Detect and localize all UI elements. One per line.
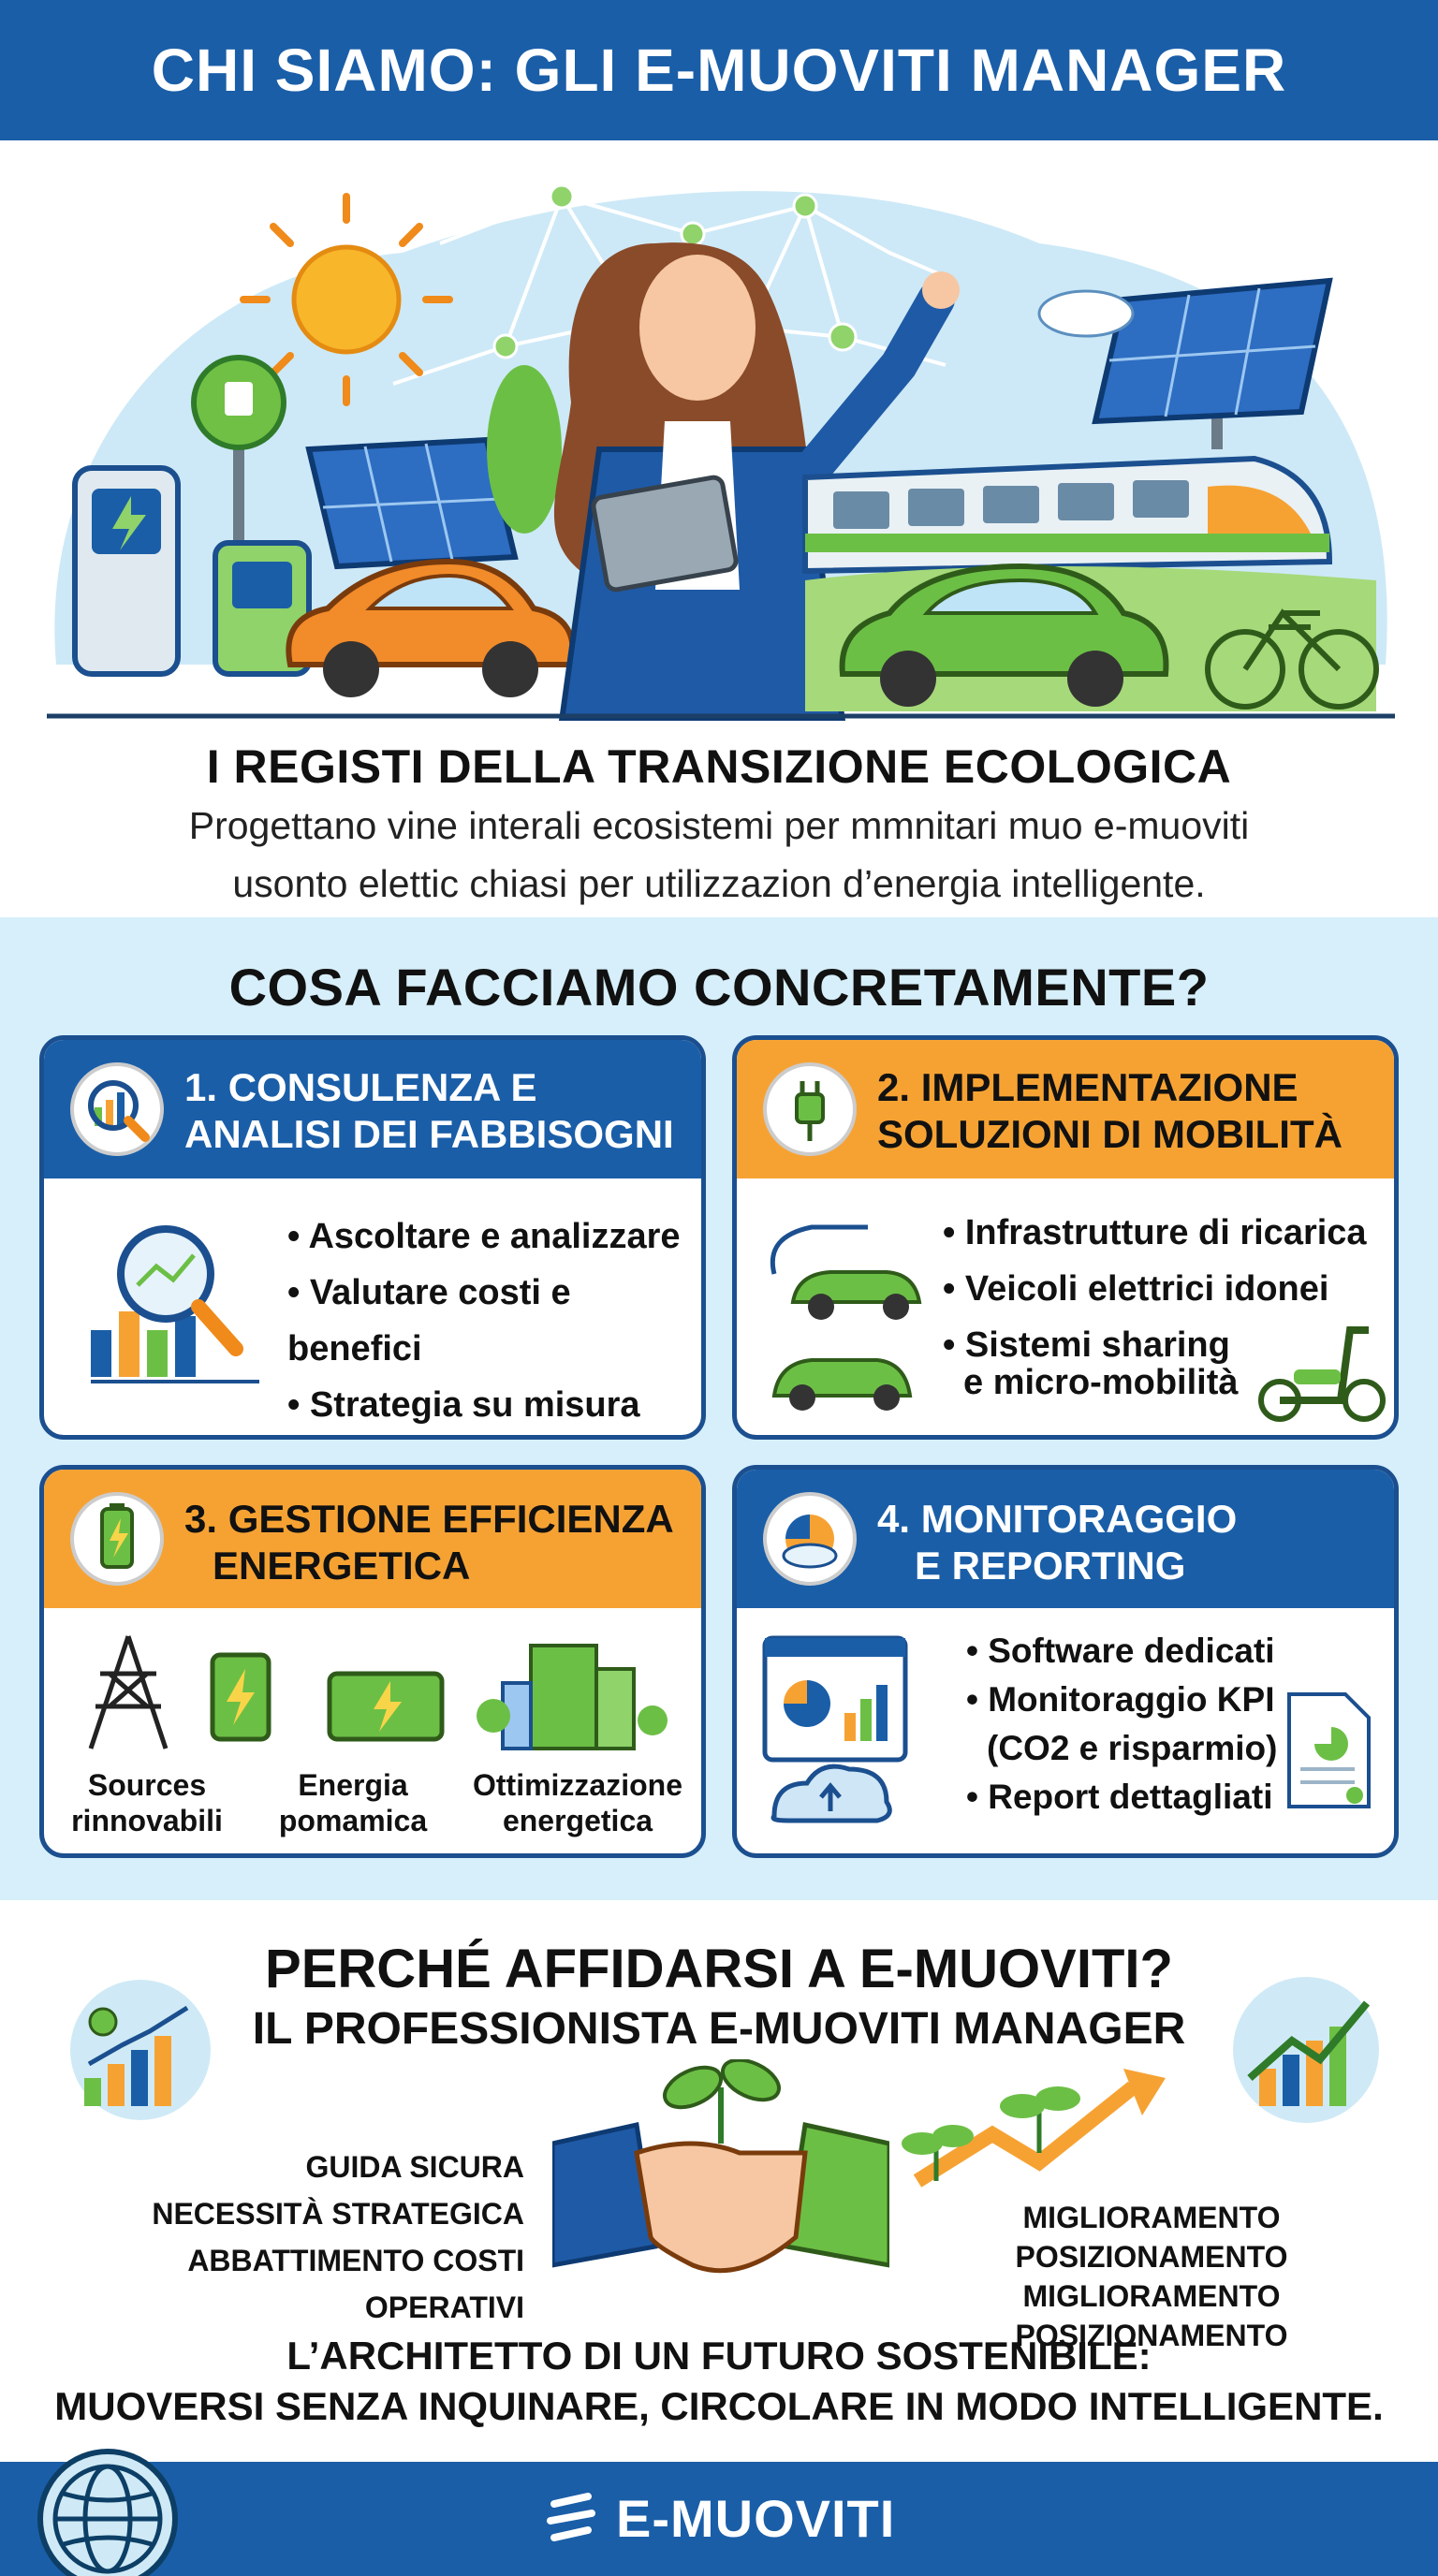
- benefit-item: NECESSITÀ STRATEGICA: [152, 2197, 524, 2231]
- card-list: [943, 1205, 1367, 1411]
- label-line: Ottimizzazione: [472, 1768, 682, 1802]
- list-item: • Monitoraggio KPI: [966, 1676, 1277, 1724]
- why-subtitle: IL PROFESSIONISTA E-MUOVITI MANAGER: [252, 2004, 1186, 2054]
- label-sources: [63, 1767, 231, 1838]
- benefit-item: GUIDA SICURA: [305, 2150, 524, 2184]
- report-document-icon: [1280, 1685, 1383, 1816]
- intro-line-1: Progettano vine interali ecosistemi per mmnitari muo e-muoviti: [188, 804, 1250, 847]
- cloud-chart-icon: [763, 1492, 857, 1586]
- card-header: [44, 1040, 701, 1178]
- magnifier-chart-icon: [70, 1062, 164, 1156]
- card-title-line-2: ANALISI DEI FABBISOGNI: [184, 1112, 674, 1156]
- list-item: • Strategia su misura: [287, 1377, 701, 1433]
- growth-chart-icon: [1226, 1975, 1386, 2125]
- list-item: • Ascoltare e analizzare: [287, 1208, 701, 1265]
- tagline: [0, 2331, 1438, 2432]
- power-tower-icon: [91, 1636, 166, 1749]
- card-list: [287, 1208, 701, 1433]
- hero-illustration: [0, 140, 1438, 721]
- globe-icon: [37, 2449, 178, 2576]
- card-efficienza: [39, 1465, 706, 1858]
- benefit-item: ABBATTIMENTO COSTI OPERATIVI: [187, 2244, 524, 2324]
- list-item: • Report dettagliati: [966, 1773, 1277, 1822]
- label-line: pomamica: [278, 1804, 428, 1837]
- solar-panel-icon: [309, 440, 515, 566]
- intro-line-2: usonto elettic chiasi per utilizzazion d’energia intelligente.: [232, 862, 1206, 905]
- intro-title: I REGISTI DELLA TRANSIZIONE ECOLOGICA: [206, 740, 1232, 793]
- card-title-line-2: E REPORTING: [915, 1544, 1186, 1588]
- tagline-line-2: MUOVERSI SENZA INQUINARE, CIRCOLARE IN MODO INTELLIGENTE.: [54, 2384, 1384, 2428]
- label-energia: [269, 1767, 437, 1838]
- label-ottimizzazione: [456, 1767, 699, 1838]
- why-title: PERCHÉ AFFIDARSI A E-MUOVITI?: [265, 1939, 1173, 1999]
- card-header: [737, 1470, 1394, 1608]
- benefits-left: [37, 2144, 524, 2331]
- benefit-item: MIGLIORAMENTO POSIZIONAMENTO: [1015, 2279, 1288, 2352]
- page-header: [0, 0, 1438, 140]
- card-title-line-1: 3. GESTIONE EFFICIENZA: [184, 1497, 674, 1541]
- energy-icons: [72, 1627, 690, 1758]
- list-item-continuation: [943, 1354, 1367, 1411]
- card-title-line-1: 2. IMPLEMENTAZIONE: [877, 1065, 1299, 1109]
- list-item: • Sistemi sharing: [943, 1317, 1367, 1373]
- card-header: [737, 1040, 1394, 1178]
- handshake-sprouts-icon: [552, 2059, 889, 2303]
- services-title: COSA FACCIAMO CONCRETAMENTE?: [228, 958, 1210, 1017]
- list-item: • Software dedicati: [966, 1627, 1277, 1676]
- plug-icon: [763, 1062, 857, 1156]
- label-line: Energia: [298, 1768, 408, 1802]
- list-item-text: (CO2 e risparmio): [987, 1729, 1278, 1767]
- brand-mark-icon: [543, 2491, 599, 2547]
- card-implementazione: [732, 1035, 1399, 1440]
- card-title-line-1: 1. CONSULENZA E: [184, 1065, 537, 1109]
- green-buildings-icon: [477, 1646, 668, 1749]
- footer: [0, 2462, 1438, 2576]
- brand-logo: [543, 2488, 895, 2549]
- page-title: CHI SIAMO: GLI E-MUOVITI MANAGER: [151, 37, 1287, 104]
- benefit-item: MIGLIORAMENTO POSIZIONAMENTO: [1015, 2201, 1288, 2274]
- battery-icon: [70, 1492, 164, 1586]
- card-header: [44, 1470, 701, 1608]
- card-monitoraggio: [732, 1465, 1399, 1858]
- card-title-line-2: ENERGETICA: [213, 1544, 471, 1588]
- card-list: [966, 1627, 1277, 1822]
- services-section: [0, 917, 1438, 1900]
- dashboard-cloud-icon: [756, 1629, 924, 1835]
- list-item: • Valutare costi e benefici: [287, 1265, 701, 1377]
- card-consulenza: [39, 1035, 706, 1440]
- list-item-continuation: [966, 1724, 1277, 1773]
- card-title-line-1: 4. MONITORAGGIO: [877, 1497, 1238, 1541]
- train-icon: [805, 459, 1329, 571]
- growth-chart-gear-icon: [66, 1975, 215, 2125]
- label-line: rinnovabili: [71, 1804, 223, 1837]
- battery-small-icon: [213, 1655, 269, 1739]
- analysis-icon: [72, 1208, 278, 1396]
- label-line: energetica: [502, 1804, 653, 1837]
- intro-section: [0, 721, 1438, 917]
- growth-arrow-plants-icon: [899, 2050, 1180, 2200]
- why-section: [0, 1900, 1438, 2462]
- electric-cars-icon: [756, 1199, 943, 1414]
- brand-name: E-MUOVITI: [616, 2489, 896, 2548]
- list-item-text: e micro-mobilità: [963, 1363, 1239, 1402]
- list-item: • Veicoli elettrici idonei: [943, 1261, 1367, 1317]
- card-title-line-2: SOLUZIONI DI MOBILITÀ: [877, 1112, 1343, 1156]
- hero-scene: [0, 140, 1438, 721]
- energy-panel-icon: [330, 1674, 442, 1739]
- tagline-line-1: L’ARCHITETTO DI UN FUTURO SOSTENIBILE:: [286, 2334, 1152, 2378]
- label-line: Sources: [87, 1768, 207, 1802]
- list-item: • Infrastrutture di ricarica: [943, 1205, 1367, 1261]
